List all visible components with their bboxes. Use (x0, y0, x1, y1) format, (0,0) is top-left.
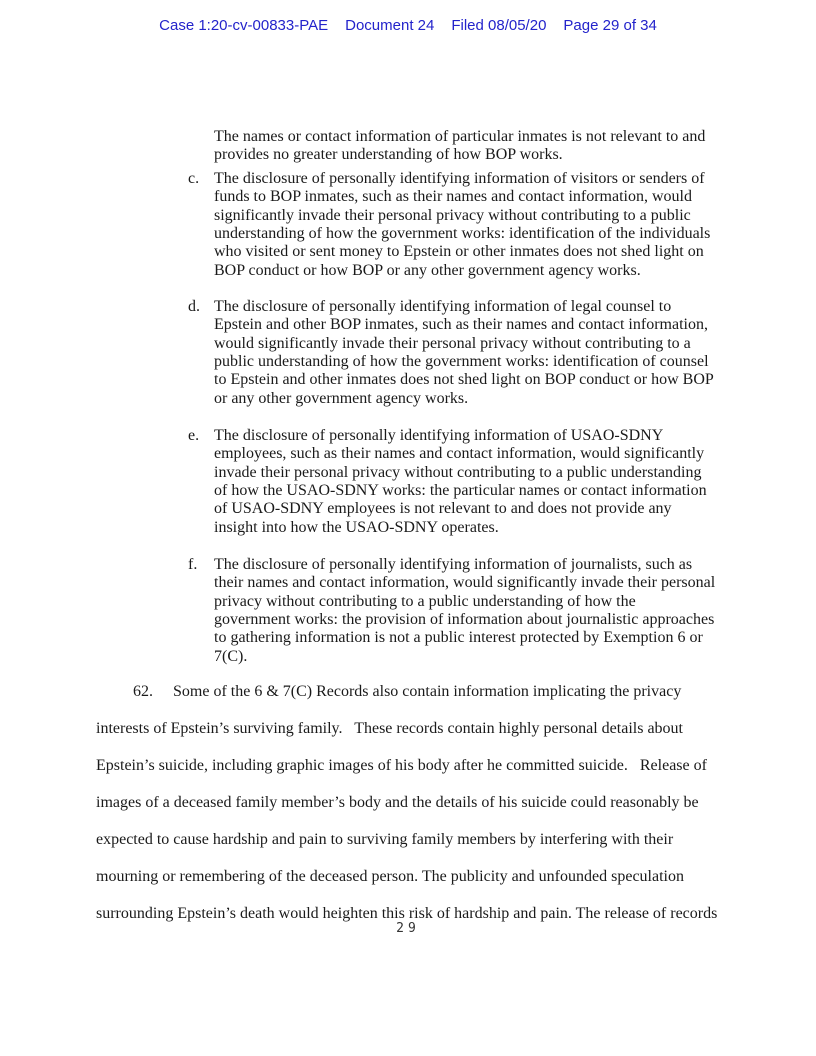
list-item-c-text: The disclosure of personally identifying information of visitors or senders of funds to BOP inmates, such as their names and contact information, would significantly invade their personal privacy without contributing to a public understanding of how the government works: identification of the individuals who visited or sent money to Epstein or other inmates does not shed light on BOP conduct or how BOP or any other government agency works. (214, 170, 711, 279)
list-item-f (188, 556, 716, 666)
stamp-document-number: Document 24 (345, 17, 435, 34)
paragraph-62 (96, 673, 720, 932)
list-item-c (188, 170, 716, 280)
list-item-c-label: c. (188, 170, 200, 187)
paragraph-62-text: Some of the 6 & 7(C) Records also contain information implicating the privacy interests of Epstein’s surviving family. These records contain highly personal details about Epstein’s suicide, including graphic images of his body after he committed suicide. Release of images of a deceased family member’s body and the details of his suicide could reasonably be expected to cause hardship and pain to surviving family members by interfering with their mourning or remembering of the deceased person. The publicity and unfounded speculation surrounding Epstein’s death would heighten this risk of hardship and pain. The release of records (96, 683, 718, 922)
list-item-e-label: e. (188, 427, 200, 444)
list-item-d-text: The disclosure of personally identifying information of legal counsel to Epstein and other BOP inmates, such as their names and contact information, would significantly invade their personal privacy without contributing to a public understanding of how the government works: identification of counsel to Epstein and other inmates does not shed light on BOP conduct or how BOP or any other government agency works. (214, 298, 714, 407)
list-item-e-text: The disclosure of personally identifying information of USAO-SDNY employees, such as their names and contact information, would significantly invade their personal privacy without contributing to a public understanding of how the USAO-SDNY works: the particular names or contact information of USAO-SDNY employees is not relevant to and does not provide any insight into how the USAO-SDNY operates. (214, 427, 707, 536)
stamp-case-number: Case 1:20-cv-00833-PAE (159, 17, 329, 34)
list-item-e (188, 427, 716, 537)
stamp-page-of: Page 29 of 34 (563, 17, 657, 34)
list-item-f-text: The disclosure of personally identifying information of journalists, such as their names and contact information, would significantly invade their personal privacy without contributing to a public understanding of how the government works: the provision of information about journalistic approaches to gathering information is not a public interest protected by Exemption 6 or 7(C). (214, 556, 716, 665)
list-item-f-label: f. (188, 556, 198, 573)
paragraph-continuation: The names or contact information of particular inmates is not relevant to and provides no greater understanding of how BOP works. (214, 128, 706, 164)
list-item-d-label: d. (188, 298, 200, 315)
case-stamp-header (0, 17, 816, 34)
stamp-filed-date: Filed 08/05/20 (451, 17, 547, 34)
paragraph-62-number: 62. (133, 683, 153, 700)
page-number: 29 (396, 921, 420, 936)
list-item-d (188, 298, 716, 408)
